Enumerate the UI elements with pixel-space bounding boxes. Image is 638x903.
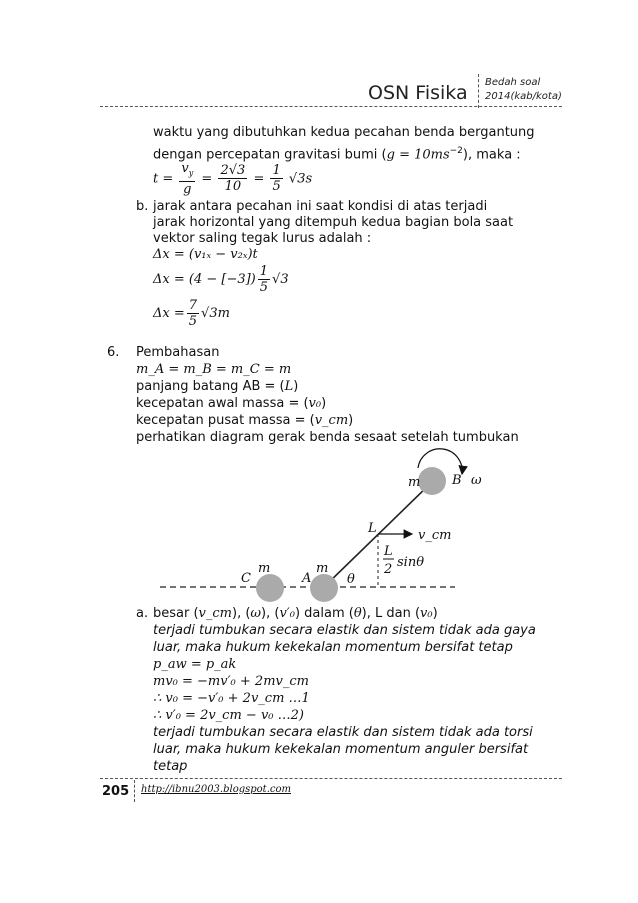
label-a: A	[302, 571, 312, 586]
footer-divider	[134, 780, 135, 802]
equation-t: t = $\frac{v_y}{g}$ = $\frac{2√3}{10}$ = $\frac{1}{5}$ √3s	[153, 161, 313, 197]
header-sub-line2: 2014(kab/kota)	[485, 91, 562, 102]
page-number: 205	[102, 784, 130, 799]
ball-a	[310, 574, 338, 602]
ball-b	[418, 467, 446, 495]
text-line: dengan percepatan gravitasi bumi $(g = 10ms^{-2})$, maka :	[153, 146, 521, 163]
label-b: B	[452, 473, 462, 488]
item-label-b: b.	[136, 199, 149, 214]
equation: p_aw = p_ak	[153, 657, 237, 672]
text-line: tetap	[153, 759, 188, 774]
text-line: panjang batang AB = (L)	[136, 379, 299, 394]
text-line: terjadi tumbukan secara elastik dan sistem tidak ada torsi	[153, 725, 533, 740]
label-m-top: m	[408, 475, 421, 490]
footer-link[interactable]: http://ibnu2003.blogspot.com	[141, 784, 291, 795]
equation-mass: m_A = m_B = m_C = m	[136, 362, 292, 377]
footer-rule	[100, 778, 562, 779]
equation: ∴ v′₀ = 2v_cm − v₀ …2)	[153, 708, 304, 723]
label-m-a: m	[316, 561, 329, 576]
equation: ∴ v₀ = −v′₀ + 2v_cm …1	[153, 691, 310, 706]
item-label-a: a.	[136, 606, 149, 621]
equation-dx3: Δx = $\frac{7}{5}$ √3m	[153, 298, 230, 329]
text-line: terjadi tumbukan secara elastik dan sistem tidak ada gaya	[153, 623, 536, 638]
text-line: luar, maka hukum kekekalan momentum anguler bersifat	[153, 742, 529, 757]
equation: mv₀ = −mv′₀ + 2mv_cm	[153, 674, 309, 689]
section-heading: Pembahasan	[136, 345, 220, 360]
text-line: jarak horizontal yang ditempuh kedua bagian bola saat	[153, 215, 514, 230]
text-line: luar, maka hukum kekekalan momentum bersifat tetap	[153, 640, 513, 655]
text-line: kecepatan awal massa = (v₀)	[136, 396, 327, 411]
label-l: L	[368, 521, 377, 536]
header-sub-line1: Bedah soal	[485, 77, 541, 88]
text-line: besar (v_cm), (ω), (v′₀) dalam (θ), L dan (v₀)	[153, 606, 438, 621]
label-l2-num: L	[384, 544, 393, 559]
text-line: vektor saling tegak lurus adalah :	[153, 231, 372, 246]
equation-dx1: Δx = (v₁ₓ − v₂ₓ)t	[153, 247, 258, 262]
label-l2-den: 2	[384, 562, 393, 577]
text-line: perhatikan diagram gerak benda sesaat setelah tumbukan	[136, 430, 519, 445]
question-number: 6.	[107, 345, 120, 360]
header-title: OSN Fisika	[368, 82, 468, 104]
equation-dx2: Δx = (4 − [−3]) $\frac{1}{5}$ √3	[153, 264, 289, 295]
label-c: C	[241, 571, 251, 586]
label-m-c: m	[258, 561, 271, 576]
label-theta: θ	[347, 572, 355, 587]
text-line: kecepatan pusat massa = (v_cm)	[136, 413, 354, 428]
text-line: waktu yang dibutuhkan kedua pecahan benda bergantung	[153, 125, 535, 140]
label-sin: sinθ	[397, 555, 425, 570]
text-line: jarak antara pecahan ini saat kondisi di atas terjadi	[153, 199, 488, 214]
ball-c	[256, 574, 284, 602]
label-vcm: v_cm	[418, 528, 452, 543]
label-omega: ω	[471, 473, 482, 488]
